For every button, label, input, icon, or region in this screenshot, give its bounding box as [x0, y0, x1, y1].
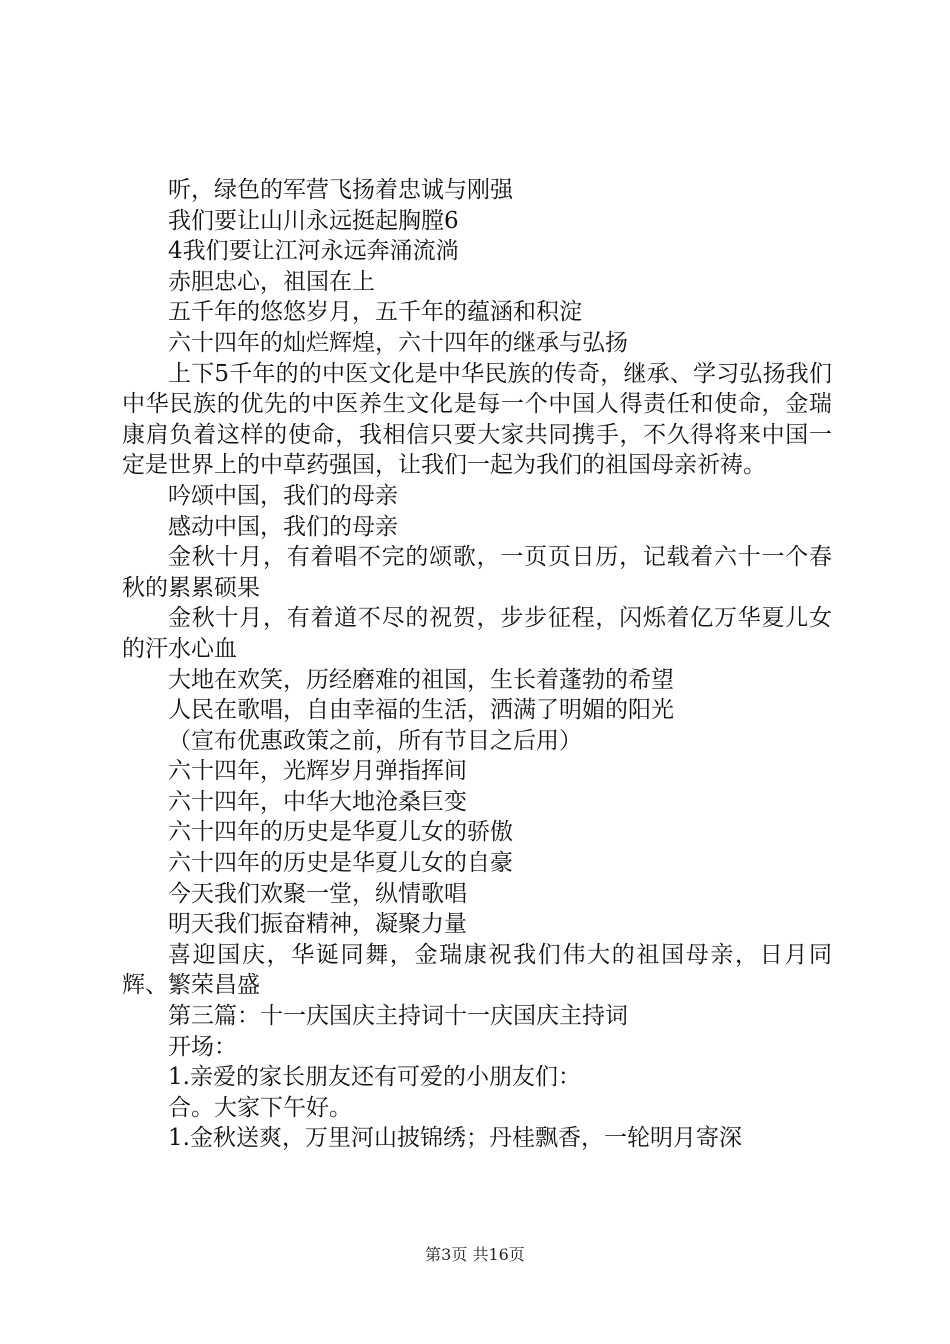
paragraph: 今天我们欢聚一堂，纵情歌唱	[168, 880, 467, 907]
paragraph: 六十四年的历史是华夏儿女的自豪	[168, 850, 513, 877]
paragraph: 五千年的悠悠岁月，五千年的蕴涵和积淀	[168, 299, 582, 326]
paragraph: 1.亲爱的家长朋友还有可爱的小朋友们：	[168, 1064, 581, 1091]
paragraph: （宣布优惠政策之前，所有节目之后用）	[168, 727, 582, 754]
paragraph: 1.金秋送爽，万里河山披锦绣；丹桂飘香，一轮明月寄深	[168, 1125, 742, 1152]
paragraph: 六十四年，中华大地沧桑巨变	[168, 788, 467, 815]
paragraph: 我们要让山川永远挺起胸膛6	[168, 207, 459, 234]
paragraph: 感动中国，我们的母亲	[168, 513, 398, 540]
paragraph: 人民在歌唱，自由幸福的生活，洒满了明媚的阳光	[168, 697, 674, 724]
section-heading: 第三篇：十一庆国庆主持词十一庆国庆主持词	[168, 1003, 628, 1030]
paragraph: 开场：	[168, 1033, 237, 1060]
paragraph: 六十四年的灿烂辉煌，六十四年的继承与弘扬	[168, 329, 628, 356]
paragraph: 赤胆忠心，祖国在上	[168, 268, 375, 295]
paragraph: 金秋十月，有着道不尽的祝贺，步步征程，闪烁着亿万华夏儿女的汗水心血	[122, 605, 832, 662]
paragraph: 六十四年的历史是华夏儿女的骄傲	[168, 819, 513, 846]
body-text	[122, 175, 832, 1154]
paragraph: 上下5千年的的中医文化是中华民族的传奇，继承、学习弘扬我们中华民族的优先的中医养生文化是每一个中国人得责任和使命，金瑞康肩负着这样的使命，我相信只要大家共同携手，不久得将来中国一定是世界上的中草药强国，让我们一起为我们的祖国母亲祈祷。	[122, 360, 832, 479]
paragraph: 合。大家下午好。	[168, 1094, 352, 1121]
paragraph: 吟颂中国，我们的母亲	[168, 482, 398, 509]
paragraph: 明天我们振奋精神，凝聚力量	[168, 911, 467, 938]
paragraph: 六十四年，光辉岁月弹指挥间	[168, 758, 467, 785]
paragraph: 4我们要让江河永远奔涌流淌	[168, 238, 459, 265]
paragraph: 喜迎国庆，华诞同舞，金瑞康祝我们伟大的祖国母亲，日月同辉、繁荣昌盛	[122, 941, 832, 999]
paragraph: 大地在欢笑，历经磨难的祖国，生长着蓬勃的希望	[168, 666, 674, 693]
paragraph: 听，绿色的军营飞扬着忠诚与刚强	[168, 177, 513, 203]
page-number-footer: 第3页 共16页	[425, 1245, 525, 1264]
paragraph: 金秋十月，有着唱不完的颂歌，一页页日历，记载着六十一个春秋的累累硕果	[122, 544, 832, 601]
